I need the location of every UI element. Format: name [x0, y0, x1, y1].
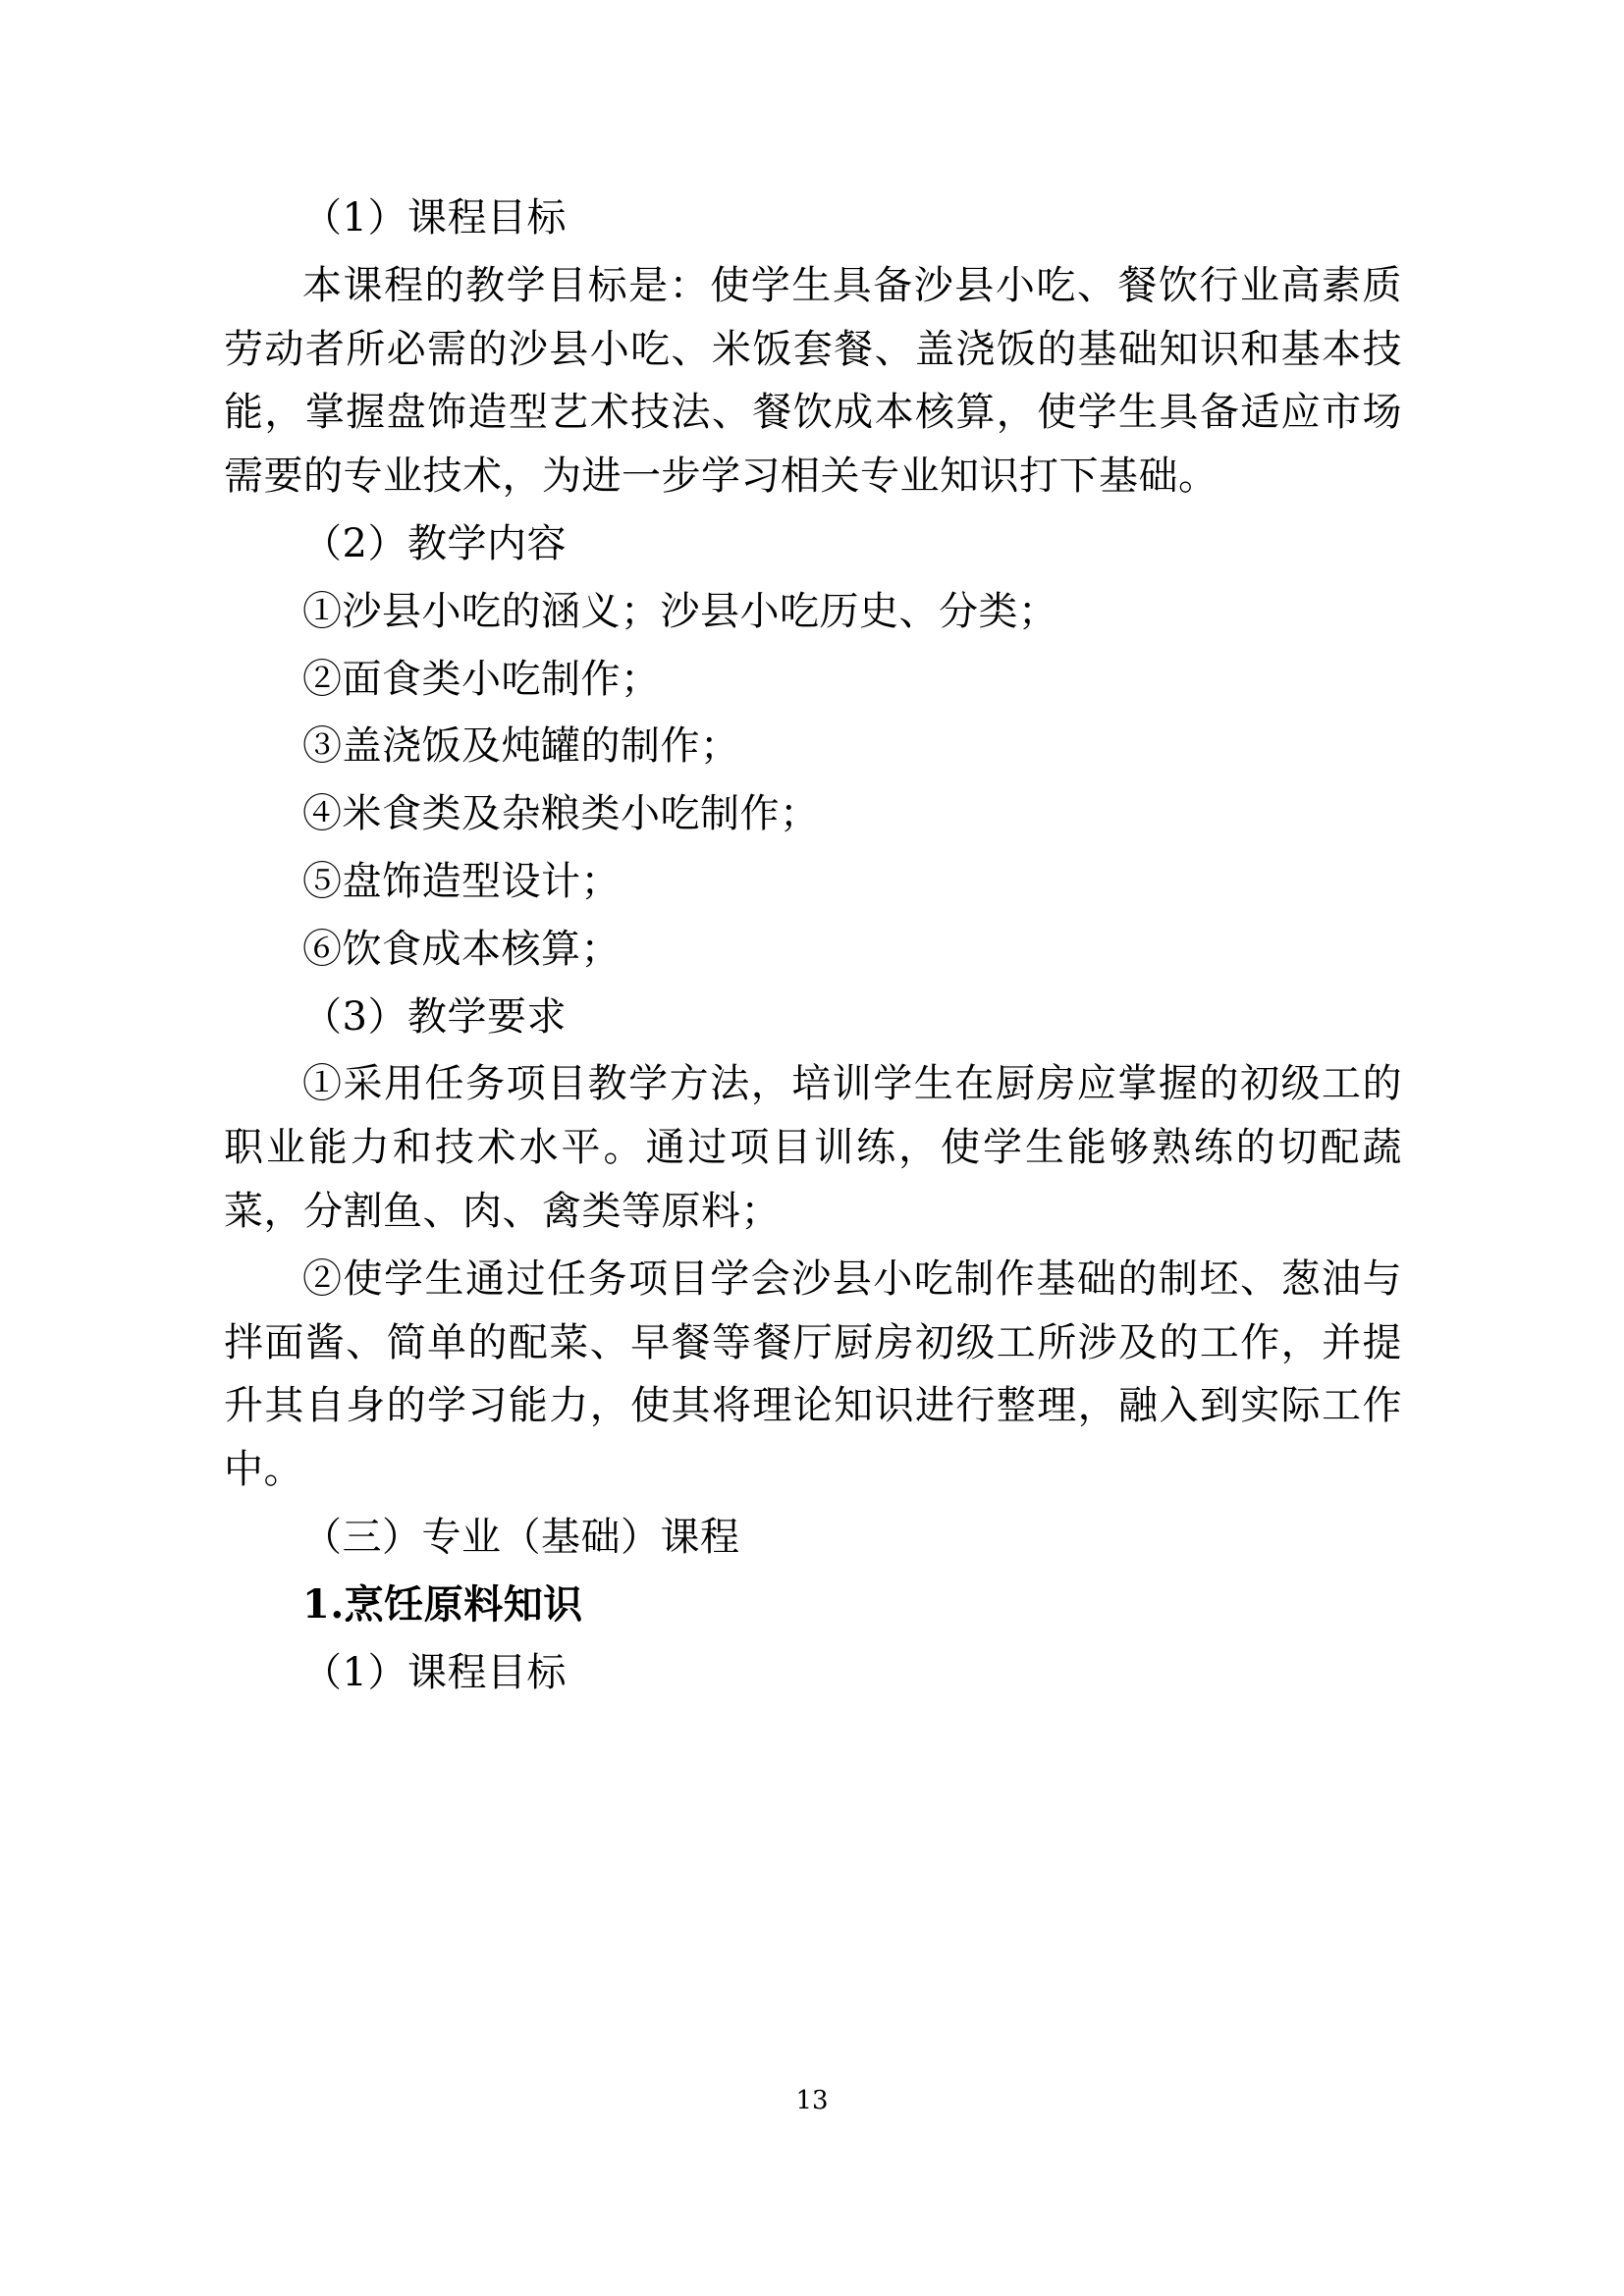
page-number: 13 — [795, 2086, 829, 2115]
list-item-content-1: ①沙县小吃的涵义；沙县小吃历史、分类； — [302, 588, 1058, 634]
list-item-requirement-2: ②使学生通过任务项目学会沙县小吃制作基础的制坯、葱油与拌面酱、简单的配菜、早餐等餐厅厨房初级工所涉及的工作，并提升其自身的学习能力，使其将理论知识进行整理，融入到实际工作中。 — [224, 1255, 1402, 1493]
list-item-content-6: ⑥饮食成本核算； — [302, 926, 621, 972]
paragraph-course-objective-body: 本课程的教学目标是：使学生具备沙县小吃、餐饮行业高素质劳动者所必需的沙县小吃、米饭套餐、盖浇饭的基础知识和基本技能，掌握盘饰造型艺术技法、餐饮成本核算，使学生具备适应市场需要的专业技术，为进一步学习相关专业知识打下基础。 — [224, 262, 1402, 500]
list-item-requirement-1: ①采用任务项目教学方法，培训学生在厨房应掌握的初级工的职业能力和技术水平。通过项目训练，使学生能够熟练的切配蔬菜，分割鱼、肉、禽类等原料； — [224, 1061, 1402, 1234]
paragraph-subsection-heading-1: 1.烹饪原料知识 — [302, 1580, 583, 1628]
paragraph-teaching-requirements-heading: （3）教学要求 — [302, 993, 567, 1040]
list-item-content-5: ⑤盘饰造型设计； — [302, 858, 621, 904]
document-body — [224, 187, 1402, 1708]
paragraph-section-heading-three: （三）专业（基础）课程 — [302, 1514, 740, 1560]
list-item-content-4: ④米食类及杂粮类小吃制作； — [302, 791, 820, 837]
paragraph-course-objective-heading-1: （1）课程目标 — [302, 195, 567, 240]
paragraph-teaching-content-heading: （2）教学内容 — [302, 520, 567, 566]
paragraph-course-objective-heading-2: （1）课程目标 — [302, 1649, 567, 1695]
list-item-content-3: ③盖浇饭及炖罐的制作； — [302, 723, 740, 770]
list-item-content-2: ②面食类小吃制作； — [302, 656, 661, 702]
